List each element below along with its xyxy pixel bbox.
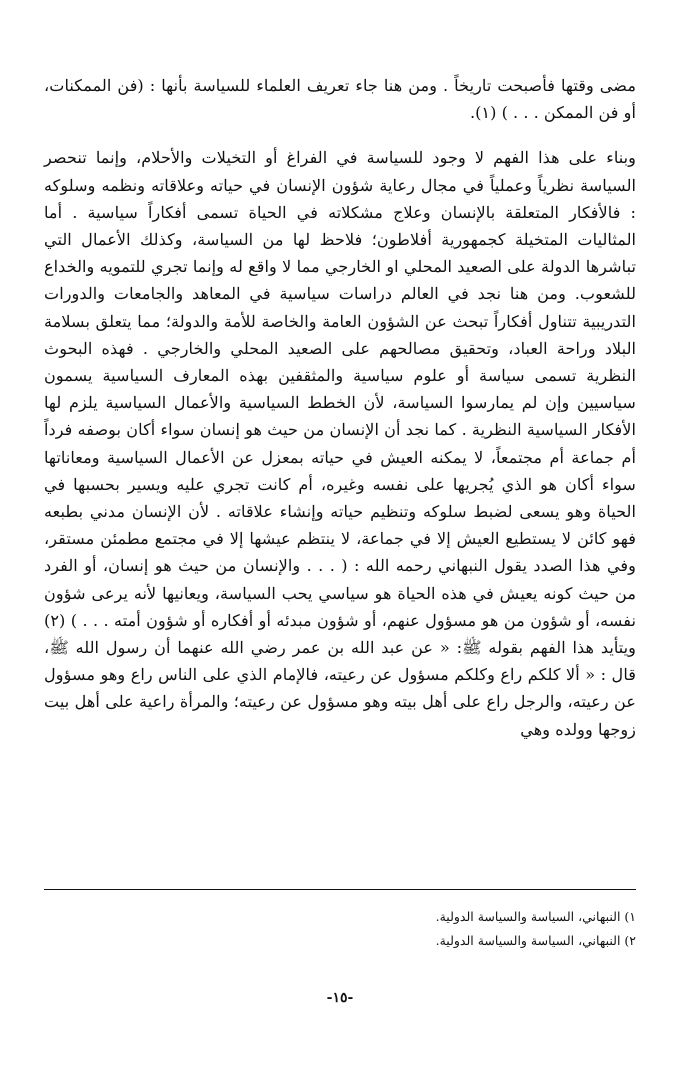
page-number: -١٥-	[326, 990, 354, 1006]
paragraph-2: وبناء على هذا الفهم لا وجود للسياسة في الفراغ أو التخيلات والأحلام، وإنما تنحصر السياسة نظرياً وعملياً في مجال رعاية شؤون الإنسان في حياته وعلاقاته ونظمه وسلوكه : فالأفكار المتعلقة بالإنسان وعلاج مشكلاته في الحياة تسمى أفكاراً سياسية . أما المثاليات المتخيلة كجمهورية أفلاطون؛ فلاحظ لها من السياسة، وكذلك الأعمال التي تباشرها الدولة على الصعيد المحلي او الخارجي مما لا واقع له وإنما تجري للتمويه والخداع للشعوب. ومن هنا نجد في العالم دراسات سياسية في المعاهد والجامعات والدورات التدريبية تتناول أفكاراً تبحث عن الشؤون العامة والخاصة للأمة والدولة؛ مما يتعلق بسلامة البلاد وراحة العباد، وتحقيق مصالحهم على الصعيد المحلي والخارجي . فهذه البحوث النظرية تسمى سياسة أو علوم سياسية والمثقفين بهذه المعارف السياسية يسمون سياسيين وإن لم يمارسوا السياسة، لأن الخطط السياسية والأعمال السياسية يلزم لها الأفكار السياسية النظرية . كما نجد أن الإنسان من حيث هو إنسان سواء أكان بوصفه فرداً أم جماعة أم مجتمعاً، لا يمكنه العيش في حياته بمعزل عن الأعمال السياسية ومعاناتها سواء أكان هو الذي يُجريها على نفسه وغيره، أم كانت تجري عليه ويسير بحسبها في الحياة وهو يسعى لضبط سلوكه وتنظيم حياته وإنشاء علاقاته . لأن الإنسان مدني بطبعه فهو كائن لا يستطيع العيش إلا في جماعة، لا ينتظم عيشها إلا في مجتمع مطمئن مستقر، وفي هذا الصدد يقول النبهاني رحمه الله : ( . . . والإنسان من حيث هو إنسان، أو الفرد من حيث كونه يعيش في هذه الحياة هو سياسي يحب السياسة، ويعانيها لأنه يرعى شؤون نفسه، أو شؤون من هو مسؤول عنهم، أو شؤون مبدئه أو أفكاره أو شؤون أمته . . . ) (٢) ويتأيد هذا الفهم بقوله ﷺ: « عن عبد الله بن عمر رضي الله عنهما أن رسول الله ﷺ، قال : « ألا كلكم راع وكلكم مسؤول عن رعيته، فالإمام الذي على الناس راع وهو مسؤول عن رعيته، والرجل راع على أهل بيته وهو مسؤول عن رعيته؛ والمرأة راعية على أهل بيت زوجها وولده وهي	[44, 148, 636, 739]
footnotes	[44, 905, 636, 953]
footnote-divider	[44, 889, 636, 890]
footnote-1: ١) النبهاني، السياسة والسياسة الدولية.	[435, 909, 636, 924]
paragraph-1: مضى وقتها فأصبحت تاريخاً . ومن هنا جاء تعريف العلماء للسياسة بأنها : (فن الممكنات، أو فن الممكن . . . ) (١).	[44, 76, 636, 123]
page-body	[44, 72, 636, 743]
footnote-2: ٢) النبهاني، السياسة والسياسة الدولية.	[435, 933, 636, 948]
